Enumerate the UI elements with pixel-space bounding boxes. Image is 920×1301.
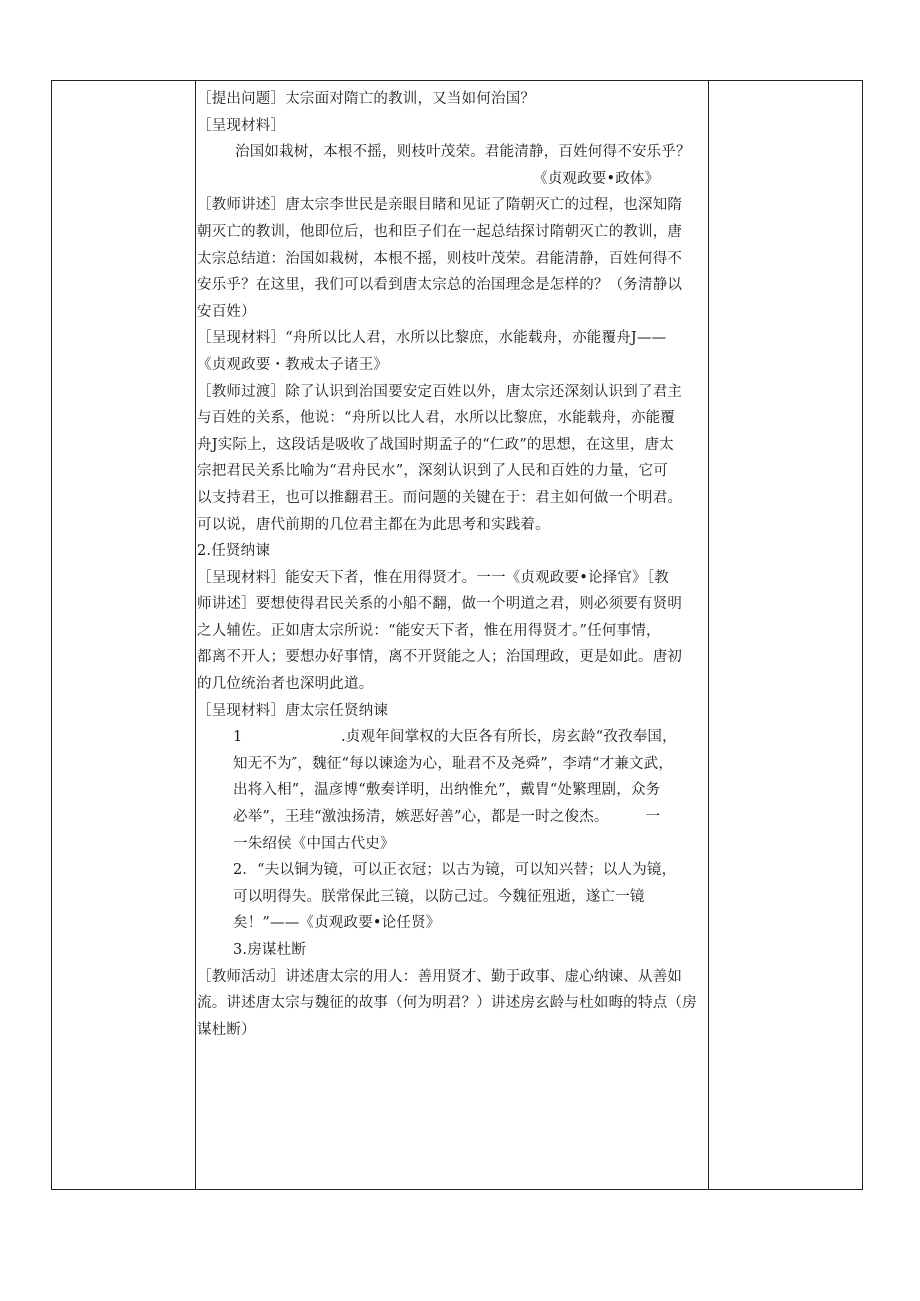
- lesson-table: [51, 80, 863, 1190]
- paragraph-line: 必举”，王珪“激浊扬清，嫉恶好善”心，都是一时之俊杰。 一: [233, 809, 661, 826]
- paragraph-line: 的几位统治者也深明此道。: [197, 676, 374, 693]
- paragraph-line: 之人辅佐。正如唐太宗所说：“能安天下者，惟在用得贤才。”任何事情，: [197, 622, 661, 639]
- paragraph-line: 宗把君民关系比喻为“君舟民水”，深刻认识到了人民和百姓的力量，它可: [197, 463, 668, 480]
- material-source: 《贞观政要•政体》: [533, 170, 660, 187]
- paragraph-line: 师讲述］要想使得君民关系的小船不翻，做一个明道之君，则必须要有贤明: [197, 596, 683, 613]
- list-text: .贞观年间掌权的大臣各有所长，房玄龄“孜孜奉国，: [341, 729, 677, 746]
- paragraph-line: ［呈现材料］“舟所以比人君，水所以比黎庶，水能载舟，亦能覆舟J——: [197, 330, 667, 347]
- section-heading: 2.任贤纳谏: [197, 543, 271, 560]
- material-source: 一朱绍侯《中国古代史》: [233, 835, 395, 852]
- paragraph-line: 矣！”——《贞观政要•论任贤》: [233, 915, 441, 932]
- paragraph-line: ［教师活动］讲述唐太宗的用人：善用贤才、勤于政事、虚心纳谏、从善如: [197, 968, 683, 985]
- material-heading: ［呈现材料］: [197, 117, 286, 134]
- paragraph-line: 朝灭亡的教训，他即位后，也和臣子们在一起总结探讨隋朝灭亡的教训，唐: [197, 223, 683, 240]
- list-number: 1: [233, 729, 243, 746]
- section-heading: 3.房谋杜断: [233, 942, 307, 958]
- material-heading: ［呈现材料］唐太宗任贤纳谏: [197, 702, 389, 719]
- paragraph-line: 《贞观政要・教戒太子诸王》: [197, 356, 389, 373]
- column-divider-left: [195, 81, 196, 1189]
- paragraph-line: 流。讲述唐太宗与魏征的故事（何为明君？）讲述房玄龄与杜如晦的特点（房: [197, 995, 697, 1012]
- paragraph-line: 可以说，唐代前期的几位君主都在为此思考和实践着。: [197, 516, 550, 533]
- paragraph-line: ［呈现材料］能安天下者，惟在用得贤才。一一《贞观政要•论择官》［教: [197, 569, 669, 586]
- paragraph-line: 安百姓）: [197, 303, 256, 320]
- paragraph-line: 出将入相”，温彦博“敷奏详明，出纳惟允”，戴胄“处繁理剧，众务: [233, 782, 661, 799]
- paragraph-line: ［教师讲述］唐太宗李世民是亲眼目睹和见证了隋朝灭亡的过程，也深知隋: [197, 197, 683, 214]
- paragraph-line: 与百姓的关系，他说：“舟所以比人君，水所以比黎庶，水能载舟，亦能覆: [197, 410, 676, 427]
- paragraph-line: 谋杜断）: [197, 1021, 256, 1038]
- material-quote: 治国如栽树，本根不摇，则枝叶茂荣。君能清静，百姓何得不安乐乎？: [235, 144, 691, 161]
- paragraph-line: 以支持君王，也可以推翻君王。而问题的关键在于：君主如何做一个明君。: [197, 489, 683, 506]
- lesson-content-cell: [197, 86, 711, 1043]
- list-item: [197, 724, 711, 751]
- paragraph-line: 太宗总结道：治国如栽树，本根不摇，则枝叶茂荣。君能清静，百姓何得不: [197, 250, 683, 267]
- question-line: ［提出问题］太宗面对隋亡的教训，又当如何治国？: [197, 91, 536, 107]
- list-item: 2．“夫以铜为镜，可以正衣冠；以古为镜，可以知兴替；以人为镜，: [233, 862, 677, 879]
- paragraph-line: 都离不开人；要想办好事情，离不开贤能之人；治国理政，更是如此。唐初: [197, 649, 683, 666]
- paragraph-line: 安乐乎？在这里，我们可以看到唐太宗总的治国理念是怎样的？（务清静以: [197, 277, 683, 294]
- paragraph-line: ［教师过渡］除了认识到治国要安定百姓以外，唐太宗还深刻认识到了君主: [197, 383, 683, 400]
- paragraph-line: 知无不为″，魏征“每以谏途为心，耻君不及尧舜”，李靖“才兼文武，: [233, 755, 674, 772]
- paragraph-line: 舟J实际上，这段话是吸收了战国时期孟子的“仁政”的思想，在这里，唐太: [197, 436, 674, 453]
- paragraph-line: 可以明得失。朕常保此三镜，以防己过。今魏征殂逝，遂亡一镜: [233, 888, 645, 905]
